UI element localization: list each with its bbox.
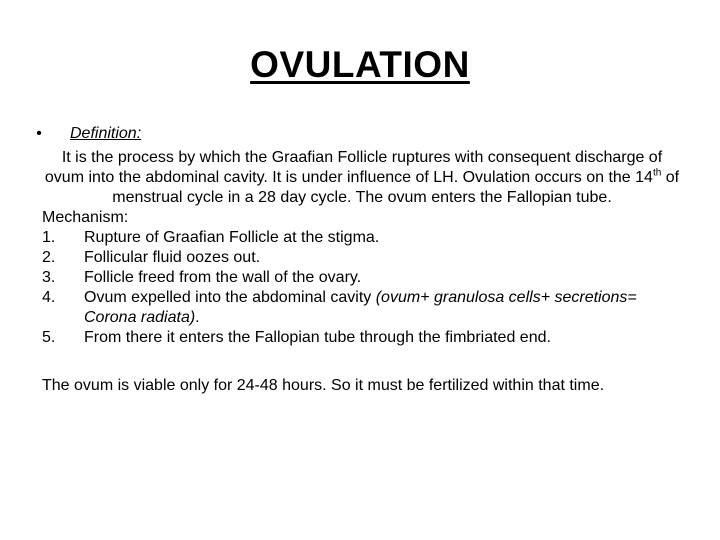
mechanism-heading: Mechanism: <box>42 209 129 226</box>
step-text-end: . <box>195 309 200 326</box>
definition-text <box>42 148 682 208</box>
step-number: 5. <box>42 329 56 346</box>
step-number: 2. <box>42 249 56 266</box>
definition-label: Definition: <box>70 125 142 142</box>
slide-title: OVULATION <box>250 44 470 85</box>
step-text: Ovum expelled into the abdominal cavity <box>84 289 376 306</box>
viability-note: The ovum is viable only for 24-48 hours. So it must be fertilized within that time. <box>42 377 605 394</box>
slide-body <box>36 124 682 412</box>
step-number: 1. <box>42 229 56 246</box>
list-item <box>42 268 682 288</box>
definition-heading <box>36 124 682 144</box>
list-item <box>42 288 682 328</box>
definition-text-part2: of menstrual cycle in a 28 day cycle. The ovum enters the Fallopian tube. <box>112 169 680 206</box>
step-italic-text: (ovum+ granulosa cells+ secretions= Corona radiata) <box>84 289 637 326</box>
step-number: 3. <box>42 269 56 286</box>
step-text: From there it enters the Fallopian tube through the fimbriated end. <box>84 329 551 346</box>
list-item <box>42 248 682 268</box>
list-item <box>42 328 682 348</box>
definition-text-part1: It is the process by which the Graafian Follicle ruptures with consequent discharge of ovum into the abdominal cavity. It is under influence of LH. Ovulation occurs on the 14 <box>44 149 663 186</box>
step-text: Follicle freed from the wall of the ovary. <box>84 269 362 286</box>
bullet-icon: • <box>36 125 42 142</box>
mechanism-steps <box>42 228 682 348</box>
step-number: 4. <box>42 289 56 306</box>
definition-sup: th <box>652 167 662 179</box>
list-item <box>42 228 682 248</box>
step-text: Follicular fluid oozes out. <box>84 249 261 266</box>
step-text: Rupture of Graafian Follicle at the stigma. <box>84 229 380 246</box>
